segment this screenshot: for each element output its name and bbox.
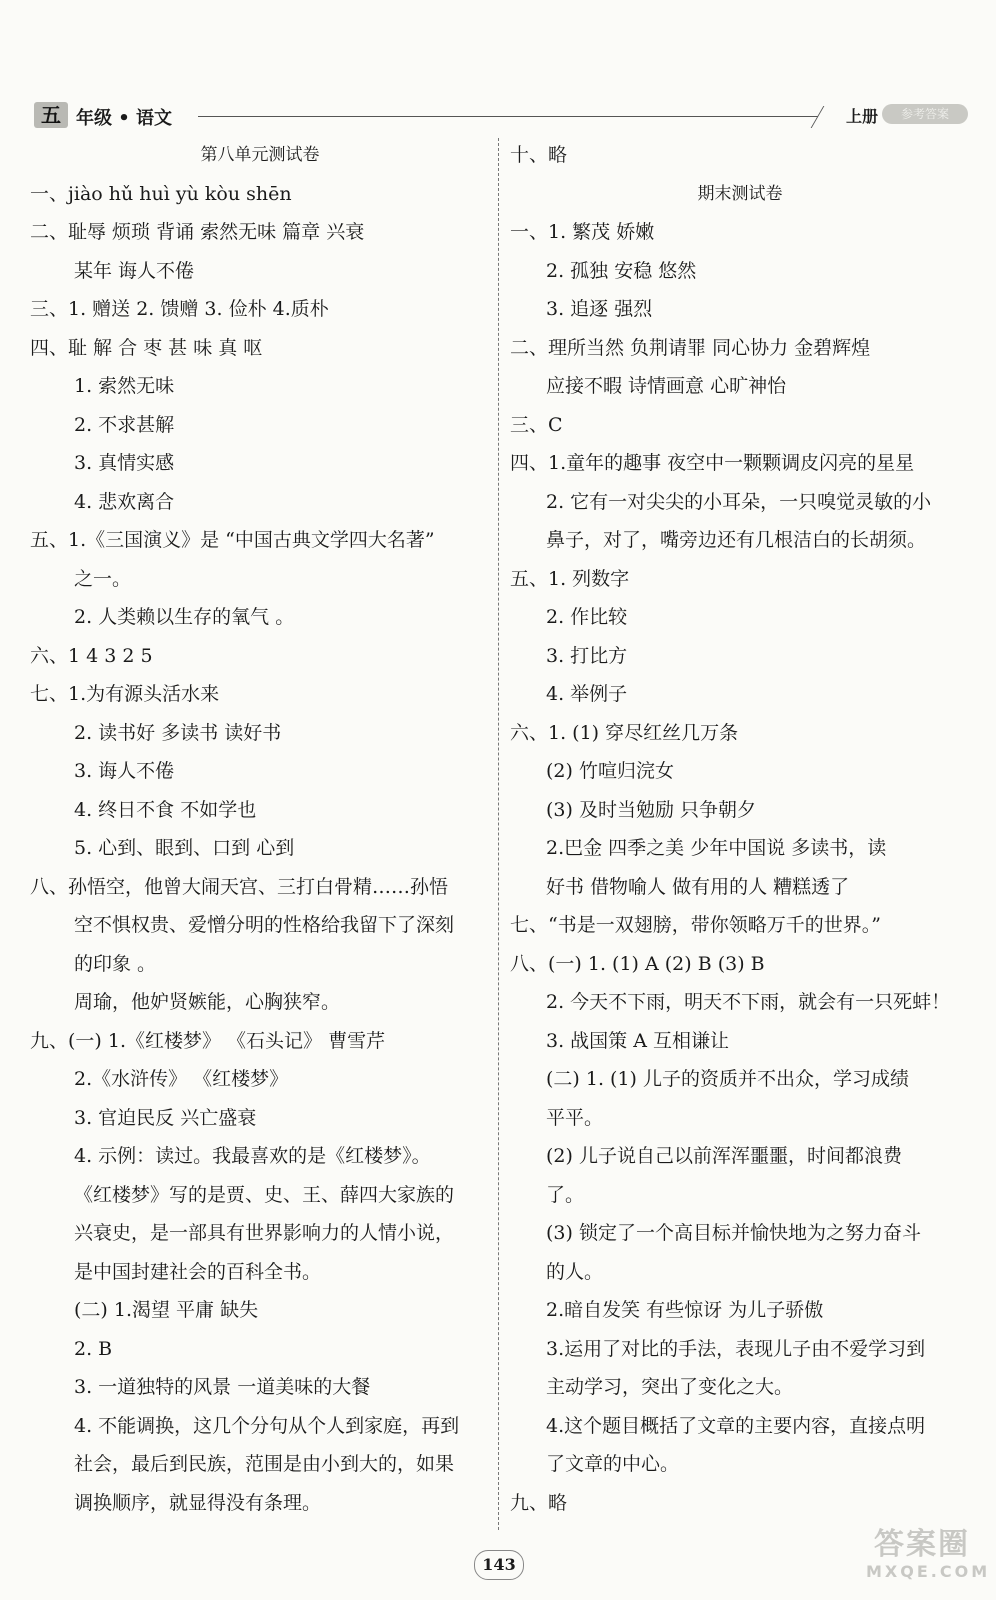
answer-line: 应接不暇 诗情画意 心旷神怡 bbox=[546, 375, 787, 397]
answer-line: 的印象 。 bbox=[74, 952, 157, 975]
answer-line: (3) 锁定了一个高目标并愉快地为之努力奋斗 bbox=[546, 1222, 921, 1244]
answer-line: 二、耻辱 烦琐 背诵 索然无味 篇章 兴衰 bbox=[30, 221, 365, 243]
answer-line: 九、(一) 1.《红楼梦》 《石头记》 曹雪芹 bbox=[30, 1029, 386, 1052]
answer-line: 调换顺序，就显得没有条理。 bbox=[74, 1491, 322, 1514]
answer-line: 3. 真情实感 bbox=[74, 452, 175, 474]
answer-line: 2.巴金 四季之美 少年中国说 多读书，读 bbox=[546, 837, 887, 859]
page-header bbox=[28, 100, 968, 134]
answer-line: 2. 它有一对尖尖的小耳朵，一只嗅觉灵敏的小 bbox=[546, 490, 932, 513]
answer-line: 鼻子，对了，嘴旁边还有几根洁白的长胡须。 bbox=[546, 529, 927, 551]
answer-line: 3.运用了对比的手法，表现儿子由不爱学习到 bbox=[546, 1337, 926, 1360]
grade-badge: 五 bbox=[34, 102, 68, 128]
answer-line: 3. 追逐 强烈 bbox=[546, 298, 653, 320]
watermark-logo bbox=[866, 1527, 991, 1586]
answer-line: 六、1. (1) 穿尽红丝几万条 bbox=[510, 721, 739, 744]
column-divider bbox=[498, 138, 499, 1530]
answer-line: 十、略 bbox=[510, 144, 568, 166]
answer-line: 4. 不能调换，这几个分句从个人到家庭，再到 bbox=[74, 1414, 460, 1437]
grade-subject: 年级 • 语文 bbox=[76, 108, 173, 129]
answer-line: (2) 竹喧归浣女 bbox=[546, 760, 674, 782]
watermark-brand: 答案圈 bbox=[874, 1527, 970, 1562]
answer-line: 2.《水浒传》 《红楼梦》 bbox=[74, 1068, 289, 1090]
left-column bbox=[30, 136, 490, 1522]
answer-line: 《红楼梦》写的是贾、史、王、薛四大家族的 bbox=[74, 1183, 455, 1206]
answer-line: 2. 读书好 多读书 读好书 bbox=[74, 721, 282, 744]
answer-line: 4.这个题目概括了文章的主要内容，直接点明 bbox=[546, 1414, 926, 1437]
answer-line: 2. 孤独 安稳 悠然 bbox=[546, 259, 697, 282]
section-title: 第八单元测试卷 bbox=[200, 145, 320, 165]
answer-line: 空不惧权贵、爱憎分明的性格给我留下了深刻 bbox=[74, 914, 455, 936]
answer-line: 3. 战国策 A 互相谦让 bbox=[546, 1029, 729, 1052]
answer-line: 九、略 bbox=[510, 1491, 568, 1514]
answer-line: 六、1 4 3 2 5 bbox=[30, 644, 153, 667]
answer-line: 八、(一) 1. (1) A (2) B (3) B bbox=[510, 952, 765, 975]
answer-line: 社会，最后到民族，范围是由小到大的，如果 bbox=[74, 1453, 455, 1475]
answer-line: 2.暗自发笑 有些惊讶 为儿子骄傲 bbox=[546, 1299, 824, 1321]
header-slash bbox=[797, 106, 825, 128]
answer-line: 2. B bbox=[74, 1337, 113, 1360]
answer-line: 4. 举例子 bbox=[546, 683, 628, 705]
answer-line: 某年 诲人不倦 bbox=[74, 259, 195, 282]
answer-line: (2) 儿子说自己以前浑浑噩噩，时间都浪费 bbox=[546, 1145, 902, 1167]
volume-tag: 参考答案 bbox=[882, 104, 968, 124]
answer-line: (二) 1. (1) 儿子的资质并不出众，学习成绩 bbox=[546, 1068, 909, 1090]
answer-line: 二、理所当然 负荆请罪 同心协力 金碧辉煌 bbox=[510, 336, 871, 359]
answer-line: 1. 索然无味 bbox=[74, 375, 175, 397]
answer-line: 四、耻 解 合 枣 甚 味 真 呕 bbox=[30, 336, 263, 359]
answer-line: 三、1. 赠送 2. 馈赠 3. 俭朴 4.质朴 bbox=[30, 298, 329, 320]
answer-line: 2. 作比较 bbox=[546, 606, 628, 628]
section-title: 期末测试卷 bbox=[697, 183, 783, 204]
answer-line: 2. 不求甚解 bbox=[74, 413, 175, 436]
answer-line: 一、jiào hǔ huì yù kòu shēn bbox=[30, 182, 292, 205]
answer-line: 好书 借物喻人 做有用的人 糟糕透了 bbox=[546, 875, 850, 898]
answer-line: 之一。 bbox=[74, 567, 132, 590]
answer-line: 五、1.《三国演义》是 “中国古典文学四大名著” bbox=[30, 529, 435, 551]
answer-line: 兴衰史，是一部具有世界影响力的人情小说， bbox=[74, 1222, 455, 1244]
answer-line: 主动学习，突出了变化之大。 bbox=[546, 1376, 794, 1398]
page-number bbox=[474, 1550, 524, 1580]
answer-line: 3. 打比方 bbox=[546, 644, 628, 667]
answer-line: 一、1. 繁茂 娇嫩 bbox=[510, 221, 655, 243]
answer-line: 四、1.童年的趣事 夜空中一颗颗调皮闪亮的星星 bbox=[510, 452, 915, 474]
answer-line: 周瑜，他妒贤嫉能，心胸狭窄。 bbox=[74, 991, 341, 1013]
page-number-text: 143 bbox=[482, 1555, 516, 1574]
answer-line: 4. 悲欢离合 bbox=[74, 490, 175, 513]
answer-line: 3. 诲人不倦 bbox=[74, 760, 175, 782]
right-column bbox=[510, 136, 970, 1522]
answer-line: 3. 官迫民反 兴亡盛衰 bbox=[74, 1106, 257, 1129]
volume-label: 上册 bbox=[845, 107, 878, 126]
answer-line: 七、“书是一双翅膀，带你领略万千的世界。” bbox=[510, 914, 881, 936]
header-rule bbox=[198, 116, 818, 117]
answer-line: 4. 终日不食 不如学也 bbox=[74, 798, 257, 821]
answer-line: (二) 1.渴望 平庸 缺失 bbox=[74, 1299, 259, 1321]
answer-line: 4. 示例：读过。我最喜欢的是《红楼梦》。 bbox=[74, 1145, 431, 1167]
answer-line: 了文章的中心。 bbox=[546, 1453, 680, 1475]
answer-line: 七、1.为有源头活水来 bbox=[30, 683, 220, 705]
answer-line: 平平。 bbox=[546, 1106, 604, 1129]
answer-line: 5. 心到、眼到、口到 心到 bbox=[74, 837, 295, 859]
answer-line: 3. 一道独特的风景 一道美味的大餐 bbox=[74, 1376, 371, 1398]
answer-line: 了。 bbox=[546, 1183, 585, 1206]
answer-line: (3) 及时当勉励 只争朝夕 bbox=[546, 798, 756, 821]
answer-line: 2. 人类赖以生存的氧气 。 bbox=[74, 606, 295, 628]
answer-line: 五、1. 列数字 bbox=[510, 567, 630, 590]
answer-line: 三、C bbox=[510, 413, 563, 436]
answer-line: 的人。 bbox=[546, 1260, 604, 1283]
answer-line: 2. 今天不下雨，明天不下雨，就会有一只死蚌！ bbox=[546, 991, 951, 1013]
watermark-url: MXQE.COM bbox=[866, 1562, 991, 1581]
answer-line: 八、孙悟空，他曾大闹天宫、三打白骨精……孙悟 bbox=[30, 875, 449, 898]
answer-line: 是中国封建社会的百科全书。 bbox=[74, 1260, 322, 1283]
